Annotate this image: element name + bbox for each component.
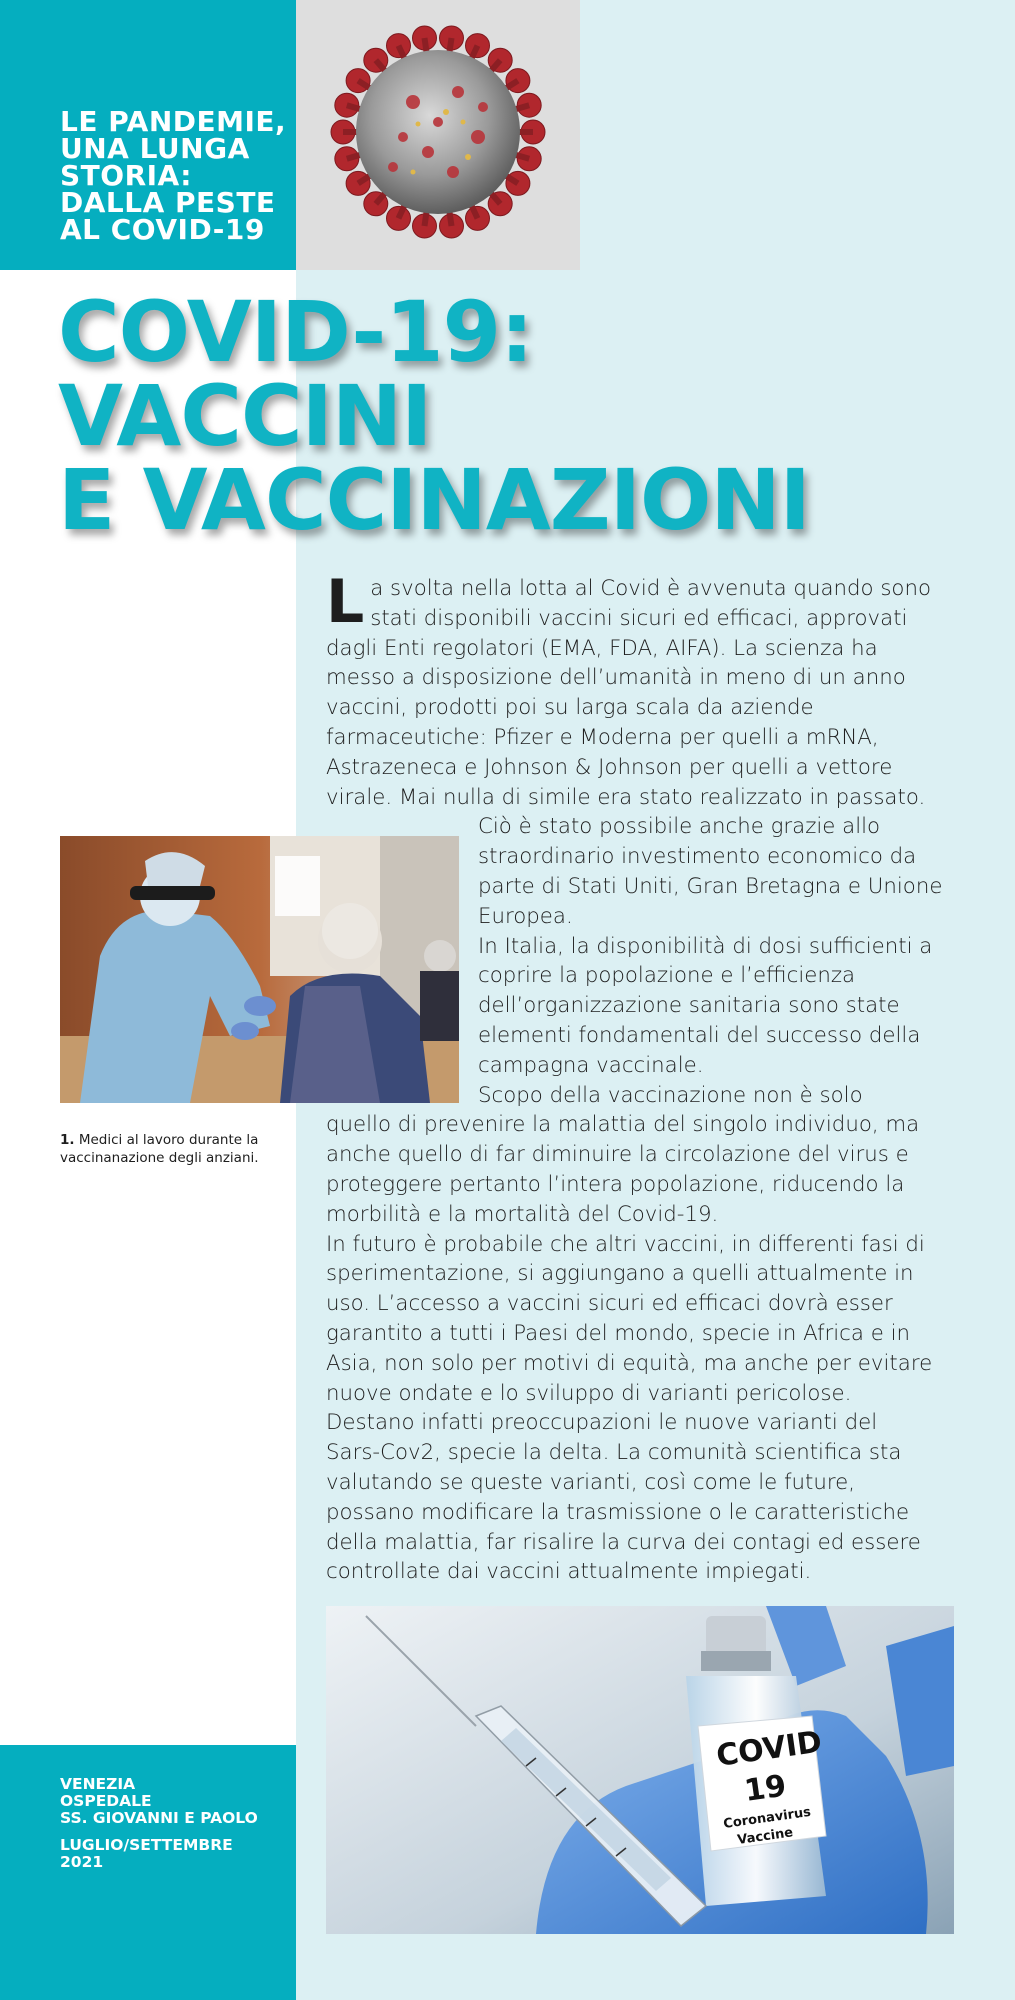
body-line: possano modificare la trasmissione o le caratteristiche [326,1499,910,1525]
body-line: Astrazeneca e Johnson & Johnson per quelli a vettore [326,754,893,780]
body-line: In Italia, la disponibilità di dosi sufficienti a [478,933,933,959]
kicker-line: LE PANDEMIE, [60,105,287,138]
body-line: campagna vaccinale. [478,1052,704,1078]
body-line: messo a disposizione dell’umanità in meno di un anno [326,665,906,691]
vaccination-photo [60,836,459,1103]
kicker-line: AL COVID-19 [60,213,265,246]
body-line: garantito a tutti i Paesi del mondo, specie in Africa e in [326,1320,910,1346]
vial-label-19: 19 [742,1768,789,1809]
vial-label-coronavirus: Coronavirus [722,1804,812,1832]
body-line: farmaceutiche: Pfizer e Moderna per quelli a mRNA, [326,724,879,750]
body-line: stati disponibili vaccini sicuri ed efficaci, approvati [370,605,908,631]
body-line: quello di prevenire la malattia del singolo individuo, ma [326,1112,920,1138]
body-line: In futuro è probabile che altri vaccini, in differenti fasi di [326,1231,925,1257]
body-line: dagli Enti regolatori (EMA, FDA, AIFA). La scienza ha [326,635,878,661]
footer-place-line: SS. GIOVANNI E PAOLO [60,1809,258,1827]
title-line: E VACCINAZIONI [58,451,810,549]
vial-label-covid: COVID [714,1724,825,1774]
footer-info [60,1776,290,1871]
body-line: nuove ondate e lo sviluppo di varianti pericolose. [326,1380,852,1406]
body-line: anche quello di far diminuire la circolazione del virus e [326,1142,909,1168]
body-line: straordinario investimento economico da [478,844,917,870]
body-line: valutando se queste varianti, così come le future, [326,1469,856,1495]
body-line: elementi fondamentali del successo della [478,1022,921,1048]
body-line: coprire la popolazione e l’efficienza [478,963,856,989]
title-line: VACCINI [58,367,432,465]
photo-caption [60,1131,290,1167]
body-line: della malattia, far risalire la curva dei contagi ed essere [326,1529,921,1555]
body-line: virale. Mai nulla di simile era stato realizzato in passato. [326,784,926,810]
caption-number: 1. [60,1132,75,1148]
body-line: Destano infatti preoccupazioni le nuove varianti del [326,1410,878,1436]
kicker-line: STORIA: [60,159,192,192]
vial-label-vaccine: Vaccine [736,1825,795,1848]
body-line: morbilità e la mortalità del Covid-19. [326,1201,719,1227]
article-title [58,283,1008,549]
coronavirus-icon [318,12,558,252]
body-line: a svolta nella lotta al Covid è avvenuta quando sono [370,576,931,601]
body-line: controllate dai vaccini attualmente impiegati. [326,1559,812,1585]
title-line: COVID-19: [58,283,533,381]
footer-place-line: OSPEDALE [60,1792,152,1810]
caption-text: Medici al lavoro durante la vaccinanazione degli anziani. [60,1132,259,1166]
body-line: sperimentazione, si aggiungano a quelli attualmente in [326,1261,914,1287]
body-line: dell’organizzazione sanitaria sono state [478,993,900,1019]
footer-place-line: VENEZIA [60,1775,136,1793]
body-line: Scopo della vaccinazione non è solo [478,1082,863,1108]
body-line: uso. L’accesso a vaccini sicuri ed efficaci dovrà esser [326,1291,893,1317]
body-line: vaccini, prodotti poi su larga scala da aziende [326,695,814,721]
footer-date-line: LUGLIO/SETTEMBRE [60,1836,233,1854]
kicker-line: DALLA PESTE [60,186,276,219]
body-line: parte di Stati Uniti, Gran Bretagna e Unione [478,873,943,899]
section-kicker [60,105,290,246]
body-line: Asia, non solo per motivi di equità, ma anche per evitare [326,1350,933,1376]
body-line: Sars-Cov2, specie la delta. La comunità scientifica sta [326,1440,902,1466]
body-line: Europea. [478,903,573,929]
drop-cap: L [326,567,365,637]
body-line: proteggere pertanto l’intera popolazione, riducendo la [326,1171,905,1197]
footer-date-line: 2021 [60,1853,104,1871]
vaccine-vial-syringe-photo [326,1606,954,1934]
kicker-line: UNA LUNGA [60,132,250,165]
body-line: Ciò è stato possibile anche grazie allo [478,814,881,840]
